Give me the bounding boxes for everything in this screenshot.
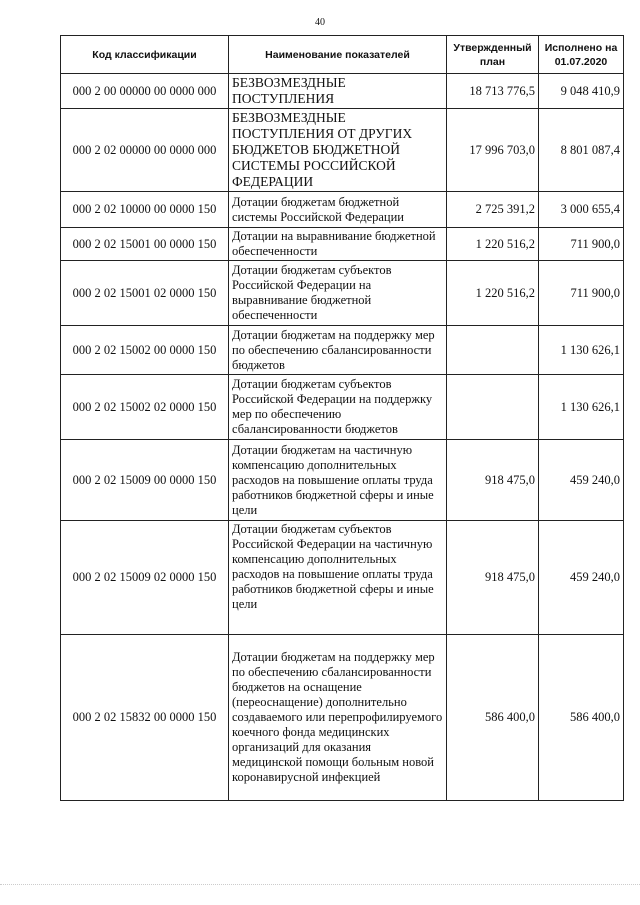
cell-plan: 17 996 703,0: [447, 109, 539, 192]
table-row: [61, 109, 624, 192]
cell-name: Дотации бюджетам субъектов Российской Федерации на поддержку мер по обеспечению сбалансированности бюджетов: [229, 375, 447, 440]
cell-name: БЕЗВОЗМЕЗДНЫЕ ПОСТУПЛЕНИЯ: [229, 74, 447, 109]
page-number: 40: [315, 17, 325, 28]
cell-name: БЕЗВОЗМЕЗДНЫЕ ПОСТУПЛЕНИЯ ОТ ДРУГИХ БЮДЖЕТОВ БЮДЖЕТНОЙ СИСТЕМЫ РОССИЙСКОЙ ФЕДЕРАЦИИ: [229, 109, 447, 192]
cell-code: 000 2 02 00000 00 0000 000: [61, 109, 229, 192]
table-row: [61, 375, 624, 440]
cell-exec: 711 900,0: [539, 228, 624, 261]
table-row: [61, 326, 624, 375]
table-row: [61, 192, 624, 228]
cell-name: Дотации бюджетам на поддержку мер по обеспечению сбалансированности бюджетов на оснащение (переоснащение) дополнительно создаваемого или перепрофилируемого коечного фонда медицинских организаций для оказания медицинской помощи больным новой коронавирусной инфекцией: [229, 635, 447, 801]
cell-code: 000 2 02 15001 00 0000 150: [61, 228, 229, 261]
budget-revenue-table: [60, 35, 624, 801]
cell-name: Дотации бюджетам субъектов Российской Федерации на частичную компенсацию дополнительных расходов на повышение оплаты труда работников бюджетной сферы и иные цели: [229, 521, 447, 635]
cell-exec: 711 900,0: [539, 261, 624, 326]
cell-code: 000 2 02 15832 00 0000 150: [61, 635, 229, 801]
cell-plan: 2 725 391,2: [447, 192, 539, 228]
cell-code: 000 2 02 15001 02 0000 150: [61, 261, 229, 326]
cell-code: 000 2 02 15002 02 0000 150: [61, 375, 229, 440]
cell-code: 000 2 02 15009 00 0000 150: [61, 440, 229, 521]
cell-plan: 18 713 776,5: [447, 74, 539, 109]
header-name: Наименование показателей: [229, 36, 447, 74]
cell-exec: 1 130 626,1: [539, 326, 624, 375]
cell-exec: 1 130 626,1: [539, 375, 624, 440]
table-row: [61, 74, 624, 109]
header-exec: Исполнено на 01.07.2020: [539, 36, 624, 74]
table-row: [61, 261, 624, 326]
cell-name: Дотации на выравнивание бюджетной обеспеченности: [229, 228, 447, 261]
header-code: Код классификации: [61, 36, 229, 74]
scan-edge-divider: [0, 884, 640, 891]
cell-code: 000 2 02 15002 00 0000 150: [61, 326, 229, 375]
table-row: [61, 521, 624, 635]
table-row: [61, 440, 624, 521]
cell-exec: 8 801 087,4: [539, 109, 624, 192]
cell-code: 000 2 02 10000 00 0000 150: [61, 192, 229, 228]
cell-code: 000 2 00 00000 00 0000 000: [61, 74, 229, 109]
cell-plan: 586 400,0: [447, 635, 539, 801]
cell-name: Дотации бюджетам на частичную компенсацию дополнительных расходов на повышение оплаты труда работников бюджетной сферы и иные цели: [229, 440, 447, 521]
cell-plan: 918 475,0: [447, 521, 539, 635]
cell-plan: 1 220 516,2: [447, 261, 539, 326]
cell-exec: 9 048 410,9: [539, 74, 624, 109]
cell-exec: 459 240,0: [539, 521, 624, 635]
table-header-row: [61, 36, 624, 74]
cell-name: Дотации бюджетам на поддержку мер по обеспечению сбалансированности бюджетов: [229, 326, 447, 375]
cell-plan: 918 475,0: [447, 440, 539, 521]
cell-plan: [447, 375, 539, 440]
table-row: [61, 635, 624, 801]
table-row: [61, 228, 624, 261]
header-plan: Утвержденный план: [447, 36, 539, 74]
cell-plan: [447, 326, 539, 375]
cell-name: Дотации бюджетам бюджетной системы Российской Федерации: [229, 192, 447, 228]
cell-exec: 3 000 655,4: [539, 192, 624, 228]
cell-exec: 459 240,0: [539, 440, 624, 521]
cell-plan: 1 220 516,2: [447, 228, 539, 261]
cell-code: 000 2 02 15009 02 0000 150: [61, 521, 229, 635]
cell-exec: 586 400,0: [539, 635, 624, 801]
cell-name: Дотации бюджетам субъектов Российской Федерации на выравнивание бюджетной обеспеченности: [229, 261, 447, 326]
